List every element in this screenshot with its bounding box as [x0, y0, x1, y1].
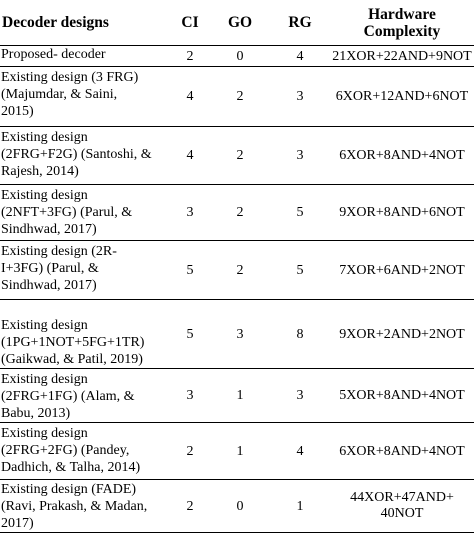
table-row: [0, 127, 474, 185]
cell-rg: 3: [296, 388, 304, 403]
design-line: Existing design: [1, 318, 88, 333]
hardware-line: 6XOR+8AND+4NOT: [339, 443, 465, 459]
cell-go: 2: [236, 89, 244, 104]
design-line: (2FRG+1FG) (Alam, &: [1, 389, 135, 404]
cell-hardware: [330, 300, 474, 369]
design-line: Existing design: [1, 372, 88, 387]
cell-hardware: [330, 46, 474, 67]
cell-design: [0, 46, 170, 67]
design-line: Sindhwad, 2017): [1, 222, 97, 237]
design-line: Sindhwad, 2017): [1, 278, 97, 293]
hardware-line: 7XOR+6AND+2NOT: [339, 262, 465, 278]
cell-go: 2: [236, 148, 244, 163]
cell-ci: 2: [186, 443, 194, 459]
cell-design: [0, 300, 170, 369]
cell-go: 2: [236, 205, 244, 220]
cell-ci: 3: [186, 388, 194, 403]
cell-design: [0, 241, 170, 300]
cell-design: [0, 185, 170, 241]
cell-go: 3: [236, 326, 244, 342]
design-line: (2FRG+F2G) (Santoshi, &: [1, 147, 152, 162]
cell-go: 1: [236, 388, 244, 403]
cell-ci: 3: [186, 205, 194, 220]
design-line: (Gaikwad, & Patil, 2019): [1, 352, 143, 367]
header-rg: RG: [270, 0, 330, 46]
cell-hardware: [330, 67, 474, 127]
design-line: Existing design: [1, 426, 88, 441]
table-body: [0, 46, 474, 533]
header-ci: CI: [170, 0, 210, 46]
cell-rg: 4: [296, 48, 304, 64]
cell-hardware: [330, 241, 474, 300]
cell-ci: 2: [186, 498, 194, 514]
cell-rg: 3: [296, 89, 304, 104]
hardware-line: 6XOR+8AND+4NOT: [339, 148, 465, 163]
cell-go: 1: [236, 443, 244, 459]
hardware-line: 9XOR+2AND+2NOT: [339, 326, 465, 342]
design-line: Rajesh, 2014): [1, 164, 79, 179]
hardware-line: 40NOT: [380, 506, 424, 521]
header-hardware-line2: Complexity: [363, 22, 441, 40]
table-row: [0, 369, 474, 423]
header-hardware-complexity: [330, 0, 474, 46]
hardware-line: 9XOR+8AND+6NOT: [339, 205, 465, 220]
cell-ci: 4: [186, 148, 194, 163]
cell-rg: 4: [296, 443, 304, 459]
table-row: [0, 423, 474, 480]
design-line: Babu, 2013): [1, 406, 71, 421]
cell-ci: 2: [186, 48, 194, 64]
cell-hardware: [330, 369, 474, 423]
hardware-line: 44XOR+47AND+: [350, 490, 454, 505]
cell-design: [0, 67, 170, 127]
cell-ci: 4: [186, 89, 194, 104]
cell-design: [0, 423, 170, 480]
design-line: (2FRG+2FG) (Pandey,: [1, 443, 130, 458]
cell-design: [0, 369, 170, 423]
hardware-line: 5XOR+8AND+4NOT: [339, 388, 465, 403]
cell-go: 0: [236, 498, 244, 514]
cell-hardware: [330, 185, 474, 241]
hardware-line: 6XOR+12AND+6NOT: [335, 89, 469, 104]
design-line: Existing design: [1, 130, 88, 145]
cell-rg: 3: [296, 148, 304, 163]
table-header: [0, 0, 474, 46]
design-line: (Ravi, Prakash, & Madan,: [1, 499, 148, 514]
design-line: Proposed- decoder: [1, 47, 106, 62]
cell-rg: 5: [296, 205, 304, 220]
cell-ci: 5: [186, 262, 194, 278]
design-line: 2015): [1, 104, 34, 119]
cell-ci: 5: [186, 326, 194, 342]
cell-rg: 5: [296, 262, 304, 278]
header-row: [0, 0, 474, 46]
design-line: 2017): [1, 516, 34, 531]
design-line: Existing design (FADE): [1, 482, 137, 497]
header-go: GO: [210, 0, 270, 46]
design-line: (Majumdar, & Saini,: [1, 87, 118, 102]
design-line: (1PG+1NOT+5FG+1TR): [1, 335, 145, 350]
header-hardware-line1: Hardware: [368, 5, 436, 23]
cell-hardware: [330, 127, 474, 185]
table-row: [0, 241, 474, 300]
header-decoder-designs: Decoder designs: [0, 0, 170, 46]
cell-go: 0: [236, 48, 244, 64]
table-row: [0, 46, 474, 67]
cell-go: 2: [236, 262, 244, 278]
cell-design: [0, 127, 170, 185]
cell-hardware: [330, 423, 474, 480]
design-line: Existing design (3 FRG): [1, 70, 139, 85]
design-line: Existing design: [1, 188, 88, 203]
table-row: [0, 185, 474, 241]
design-line: Existing design (2R-: [1, 244, 117, 259]
design-line: I+3FG) (Parul, &: [1, 261, 99, 276]
cell-rg: 8: [296, 326, 304, 342]
cell-rg: 1: [296, 498, 304, 514]
design-line: (2NFT+3FG) (Parul, &: [1, 205, 133, 220]
hardware-line: 21XOR+22AND+9NOT: [332, 48, 472, 64]
table-row: [0, 67, 474, 127]
design-line: Dadhich, & Talha, 2014): [1, 460, 141, 475]
table-row: [0, 300, 474, 369]
